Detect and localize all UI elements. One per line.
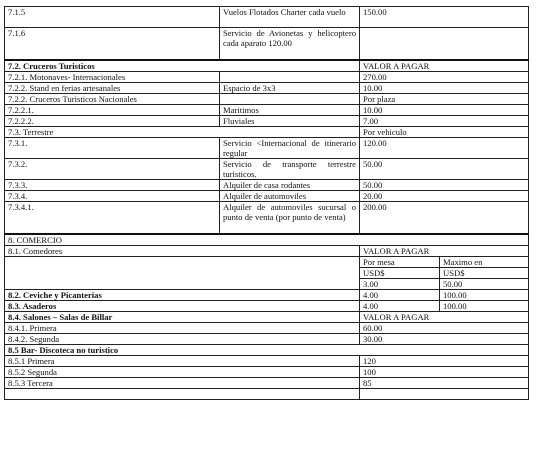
table-row: [5, 301, 529, 312]
row-detail: [220, 72, 360, 83]
table-row: [5, 334, 529, 345]
table-row: [5, 290, 529, 301]
section-header-row: [5, 234, 529, 246]
row-value: Por plaza: [360, 94, 529, 105]
table-row: [5, 367, 529, 378]
row-label: 8.5.2 Segunda: [5, 367, 360, 378]
row-value: 100: [360, 367, 529, 378]
blank-cell: [5, 389, 360, 400]
row-detail: Maritimos: [220, 105, 360, 116]
row-detail: Alquiler de automoviles sucursal o punto de venta (por punto de venta): [220, 202, 360, 235]
section-header-row: [5, 60, 529, 72]
table-row: [5, 28, 529, 61]
row-label: 8.5.3 Tercera: [5, 378, 360, 389]
table-row: [5, 202, 529, 235]
col-header-per-table: Por mesa: [360, 257, 440, 268]
table-row: [5, 94, 529, 105]
row-value: 200.00: [360, 202, 529, 235]
row-value: [360, 28, 529, 61]
row-code: 7.3.1.: [5, 138, 220, 159]
section-header-row: [5, 345, 529, 356]
blank-cell: [360, 389, 529, 400]
table-row: [5, 378, 529, 389]
value-cell: 50.00: [440, 279, 529, 290]
table-row: [5, 246, 529, 257]
table-row: [5, 159, 529, 180]
row-label: 8.3. Asaderos: [5, 301, 360, 312]
row-value: 120.00: [360, 138, 529, 159]
table-row: [5, 105, 529, 116]
row-value: 50.00: [360, 159, 529, 180]
table-row: [5, 83, 529, 94]
row-code: 7.2.2. Stand en ferias artesanales: [5, 83, 220, 94]
row-value: 30.00: [360, 334, 529, 345]
row-code: 7.1.5: [5, 7, 220, 28]
row-detail: Alquiler de casa rodantes: [220, 180, 360, 191]
row-code: 7.1.6: [5, 28, 220, 61]
row-code: 7.3.4.: [5, 191, 220, 202]
row-value: 20.00: [360, 191, 529, 202]
unit-cell: USD$: [440, 268, 529, 279]
row-label: 8.2. Ceviche y Picanterias: [5, 290, 360, 301]
table-row: [5, 116, 529, 127]
row-code: 7.2.2.1.: [5, 105, 220, 116]
section-value-header: VALOR A PAGAR: [360, 312, 529, 323]
row-value: 10.00: [360, 83, 529, 94]
row-label: 8.4.2. Segunda: [5, 334, 360, 345]
value-cell: 100.00: [440, 290, 529, 301]
row-value: 60.00: [360, 323, 529, 334]
row-label: 8.5.1 Primera: [5, 356, 360, 367]
section-value-header: VALOR A PAGAR: [360, 60, 529, 72]
table-row: [5, 7, 529, 28]
row-code: 7.2.1. Motonaves- Internacionales: [5, 72, 220, 83]
table-row: [5, 138, 529, 159]
row-value: 150.00: [360, 7, 529, 28]
tariff-table-body: [5, 7, 529, 400]
table-row: [5, 180, 529, 191]
row-code: 7.3.4.1.: [5, 202, 220, 235]
section-title: 8. COMERCIO: [5, 234, 529, 246]
row-detail: Vuelos Flotados Charter cada vuelo: [220, 7, 360, 28]
row-value: 120: [360, 356, 529, 367]
table-row: [5, 191, 529, 202]
section-title: 8.5 Bar- Discoteca no turistico: [5, 345, 529, 356]
row-value: 10.00: [360, 105, 529, 116]
unit-cell: USD$: [360, 268, 440, 279]
section-title: 7.3. Terrestre: [5, 127, 360, 138]
table-row: [5, 72, 529, 83]
row-code: 7.2.2.2.: [5, 116, 220, 127]
blank-cell: [5, 257, 360, 290]
section-title: 7.2. Cruceros Turisticos: [5, 60, 360, 72]
tariff-table: [4, 6, 529, 400]
section-value-header: Por vehiculo: [360, 127, 529, 138]
section-title: 8.4. Salones – Salas de Billar: [5, 312, 360, 323]
table-row: [5, 389, 529, 400]
row-detail: Servicio de Avionetas y helicoptero cada aparato 120.00: [220, 28, 360, 61]
row-detail: Servicio de transporte terrestre turisticos.: [220, 159, 360, 180]
section-header-row: [5, 127, 529, 138]
row-code: 7.2.2. Cruceros Turisticos Nacionales: [5, 94, 220, 105]
col-header-max: Maximo en: [440, 257, 529, 268]
row-value: 270.00: [360, 72, 529, 83]
value-cell: 100.00: [440, 301, 529, 312]
row-value: 50.00: [360, 180, 529, 191]
section-value-header: VALOR A PAGAR: [360, 246, 529, 257]
row-detail: [220, 94, 360, 105]
row-code: 7.3.3.: [5, 180, 220, 191]
row-code: 7.3.2.: [5, 159, 220, 180]
value-cell: 4.00: [360, 290, 440, 301]
value-cell: 4.00: [360, 301, 440, 312]
tariff-document: [4, 6, 528, 400]
row-value: 85: [360, 378, 529, 389]
row-value: 7.00: [360, 116, 529, 127]
row-detail: Alquiler de automoviles: [220, 191, 360, 202]
row-label: 8.4.1. Primera: [5, 323, 360, 334]
row-detail: Fluviales: [220, 116, 360, 127]
row-label: 8.1. Comedores: [5, 246, 360, 257]
table-row: [5, 323, 529, 334]
row-detail: Servicio <Internacional de itinerario regular: [220, 138, 360, 159]
section-header-row: [5, 312, 529, 323]
table-row: [5, 257, 529, 268]
row-detail: Espacio de 3x3: [220, 83, 360, 94]
table-row: [5, 356, 529, 367]
value-cell: 3.00: [360, 279, 440, 290]
